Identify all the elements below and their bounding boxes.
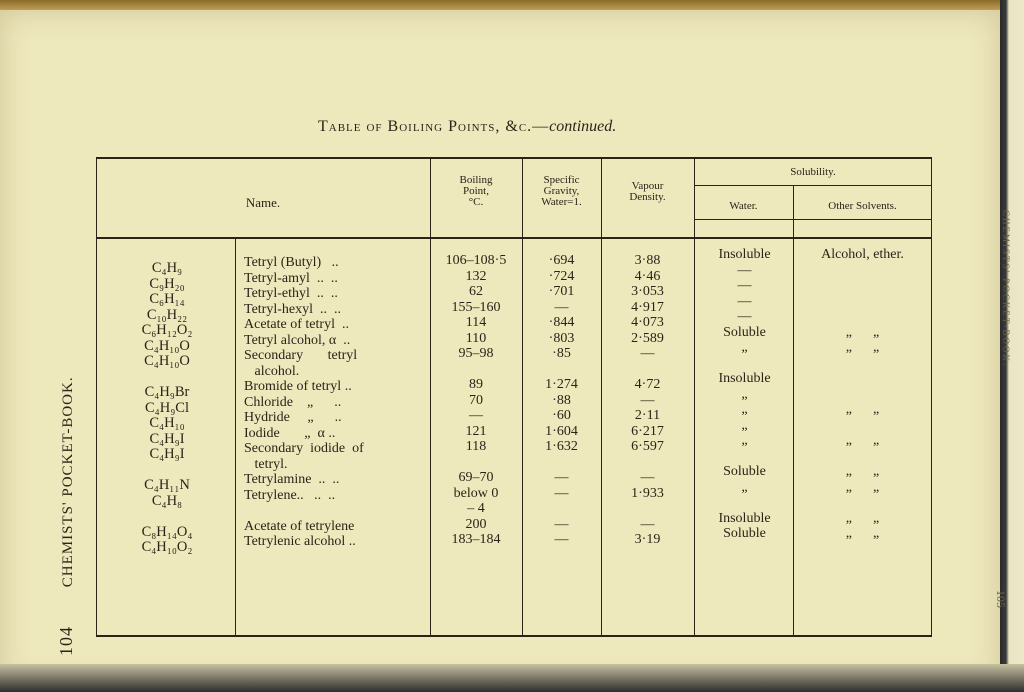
- header-name: Name.: [245, 195, 281, 210]
- running-head: [56, 376, 77, 656]
- specific-gravity-cell: ·85: [552, 346, 571, 361]
- vapour-density-cell: 3·19: [634, 532, 661, 547]
- vapour-density-cell: —: [640, 392, 655, 408]
- vapour-density-cell: 1·933: [631, 485, 664, 501]
- boiling-point-cell: 114: [465, 315, 487, 330]
- boiling-point-cell: 118: [465, 439, 487, 454]
- other-solvents-cell: [793, 278, 932, 294]
- specific-gravity-cell: ·694: [548, 253, 575, 268]
- boiling-point-cell: 106–108·5: [445, 253, 507, 268]
- specific-gravity-cell: [522, 455, 601, 471]
- specific-gravity-cell: —: [554, 485, 569, 501]
- table-title: [318, 118, 616, 136]
- water-solubility-cell: „: [741, 433, 748, 448]
- water-column: [696, 247, 793, 542]
- water-solubility-cell: [696, 449, 793, 465]
- formula-cell: C₆H₁₄: [149, 291, 185, 307]
- boiling-point-cell: 132: [465, 268, 487, 284]
- table-title-continued: continued.: [549, 118, 617, 135]
- formula-cell: C₄H₉Cl: [145, 399, 189, 416]
- other-solvents-cell: Alcohol, ether.: [821, 247, 904, 262]
- table-left-border: [96, 157, 97, 637]
- formula-cell: C₆H₁₂O₂: [141, 322, 193, 338]
- vapour-divider: [694, 157, 695, 635]
- header-vapour: [601, 181, 694, 203]
- water-solubility-cell: [696, 495, 793, 511]
- specific-gravity-cell: ·60: [552, 408, 571, 423]
- name-cell: alcohol.: [244, 363, 300, 379]
- formula-cell: C₄H₉Br: [144, 384, 190, 400]
- vapour-density-cell: 2·11: [634, 408, 661, 423]
- name-cell: Bromide of tetryl ..: [244, 379, 352, 394]
- other-solvents-cell: „ „: [845, 464, 880, 479]
- vapour-column: [601, 253, 694, 548]
- boiling-point-cell: 89: [469, 377, 483, 392]
- name-cell: Secondary tetryl: [244, 348, 358, 363]
- header-vapour-line: Density.: [629, 191, 666, 203]
- formula-cell: C₄H₉: [151, 260, 183, 276]
- vapour-density-cell: [601, 501, 694, 517]
- header-gravity: [522, 175, 601, 208]
- name-cell: Tetryl-hexyl .. ..: [244, 301, 341, 317]
- specific-gravity-cell: ·844: [548, 315, 575, 330]
- water-solubility-cell: „: [741, 479, 748, 495]
- vapour-density-cell: [601, 455, 694, 471]
- water-solubility-cell: „: [741, 402, 748, 417]
- formula-cell: C₁₀H₂₂: [146, 306, 188, 323]
- solubility-subrule: [694, 185, 932, 186]
- other-solvents-cell: [793, 387, 932, 403]
- formula-cell: C₄H₉I: [149, 446, 185, 462]
- formula-cell: C₄H₈: [151, 492, 183, 509]
- vapour-density-cell: 2·589: [631, 330, 664, 346]
- vapour-density-cell: 4·917: [631, 299, 664, 315]
- name-cell: Hydride „ ..: [244, 410, 342, 425]
- name-cell: Tetryl-ethyl .. ..: [244, 286, 338, 301]
- specific-gravity-cell: [522, 362, 601, 378]
- name-cell: Acetate of tetrylene: [244, 518, 355, 534]
- specific-gravity-cell: ·803: [548, 330, 575, 346]
- specific-gravity-cell: 1·604: [545, 423, 578, 439]
- vapour-density-cell: 3·053: [631, 284, 664, 299]
- page-number: 104: [56, 626, 76, 656]
- name-cell: Tetrylenic alcohol ..: [244, 534, 356, 549]
- solubility-subrule-2: [694, 219, 932, 220]
- formula-cell: C₄H₁₀O₂: [141, 539, 193, 555]
- water-solubility-cell: [696, 356, 793, 372]
- formula-cell: C₄H₁₁N: [144, 477, 190, 493]
- vapour-density-cell: —: [640, 346, 655, 361]
- boiling-point-cell: below 0: [453, 485, 499, 501]
- header-vapour-line: Vapour: [631, 180, 664, 192]
- other-solvents-cell: „ „: [845, 479, 880, 495]
- boiling-points-table: [96, 145, 932, 637]
- other-solvents-cell: [793, 495, 932, 511]
- specific-gravity-cell: 1·632: [545, 439, 578, 454]
- vapour-density-cell: —: [640, 516, 655, 532]
- facing-page-number: 105: [994, 590, 1008, 608]
- vapour-density-cell: 4·72: [634, 377, 661, 392]
- vapour-density-cell: —: [640, 470, 655, 485]
- formula-column: [102, 261, 232, 556]
- header-gravity-line: Gravity,: [543, 185, 580, 197]
- specific-gravity-cell: —: [554, 516, 569, 532]
- boiling-column: [430, 253, 522, 548]
- name-column: [244, 255, 430, 550]
- specific-gravity-cell: —: [554, 470, 569, 485]
- table-title-text: Table of Boiling Points, &c.—: [318, 118, 550, 135]
- name-cell: Secondary iodide of: [244, 441, 364, 456]
- name-cell: Iodide „ α ..: [244, 425, 336, 441]
- boiling-point-cell: —: [469, 408, 483, 423]
- header-solubility: Solubility.: [790, 166, 836, 178]
- vapour-density-cell: 3·88: [634, 253, 661, 268]
- specific-gravity-cell: ·88: [552, 392, 571, 408]
- water-solubility-cell: Insoluble: [718, 247, 771, 262]
- name-cell: Tetryl alcohol, α ..: [244, 332, 351, 348]
- name-cell: Tetrylene.. .. ..: [244, 487, 336, 503]
- formula-divider: [235, 237, 236, 635]
- name-cell: Chloride „ ..: [244, 394, 342, 410]
- other-solvents-cell: [793, 309, 932, 325]
- table-top-rule: [96, 157, 932, 159]
- other-solvents-cell: „ „: [845, 402, 880, 417]
- boiling-point-cell: 200: [465, 516, 487, 532]
- header-boiling-line: Boiling: [459, 174, 493, 186]
- table-bottom-rule: [96, 635, 932, 637]
- water-solubility-cell: Soluble: [723, 526, 766, 541]
- boiling-point-cell: 70: [469, 392, 483, 408]
- formula-cell: [102, 509, 232, 525]
- other-solvents-cell: [793, 449, 932, 465]
- name-cell: Tetryl-amyl .. ..: [244, 270, 338, 286]
- header-water: Water.: [729, 200, 758, 212]
- name-cell: Tetryl (Butyl) ..: [244, 255, 339, 270]
- other-solvents-cell: [793, 294, 932, 310]
- formula-cell: C₈H₁₄O₄: [141, 523, 193, 540]
- formula-cell: C₄H₁₀O: [144, 337, 190, 354]
- boiling-point-cell: [430, 455, 522, 471]
- boiling-point-cell: 155–160: [451, 299, 501, 315]
- boiling-point-cell: 110: [465, 330, 487, 346]
- formula-cell: C₄H₉I: [149, 430, 185, 447]
- water-solubility-cell: Soluble: [723, 464, 766, 479]
- boiling-point-cell: 183–184: [451, 532, 501, 547]
- other-solvents-cell: [793, 263, 932, 279]
- formula-cell: [102, 463, 232, 479]
- header-rule: [96, 237, 932, 239]
- formula-cell: [102, 370, 232, 386]
- water-solubility-cell: —: [737, 293, 752, 309]
- name-cell: tetryl.: [244, 456, 288, 472]
- name-cell: [244, 503, 430, 519]
- water-solubility-cell: Insoluble: [718, 510, 771, 526]
- page-bottom-edge: [0, 664, 1024, 692]
- boiling-point-cell: 62: [469, 284, 483, 299]
- water-solubility-cell: „: [741, 417, 748, 433]
- specific-gravity-cell: —: [554, 532, 569, 547]
- header-boiling-line: °C.: [468, 196, 484, 208]
- facing-running-head: CHEMISTS' POCKET-BOOK.: [1001, 210, 1011, 368]
- other-solvents-cell: „ „: [845, 324, 880, 340]
- water-solubility-cell: Insoluble: [718, 371, 771, 386]
- specific-gravity-cell: ·724: [548, 268, 575, 284]
- boiling-point-cell: 121: [465, 423, 487, 439]
- header-gravity-line: Water=1.: [541, 196, 582, 208]
- specific-gravity-cell: —: [554, 299, 569, 315]
- vapour-density-cell: 4·46: [634, 268, 661, 284]
- formula-cell: C₄H₁₀: [149, 415, 185, 431]
- water-solubility-cell: —: [737, 309, 752, 324]
- other-solvents-column: [793, 247, 932, 542]
- book-title: CHEMISTS' POCKET-BOOK.: [60, 376, 76, 588]
- water-solubility-cell: „: [741, 340, 748, 355]
- formula-cell: C₄H₁₀O: [144, 353, 190, 369]
- water-solubility-cell: Soluble: [723, 324, 766, 340]
- header-other-solvents: Other Solvents.: [828, 200, 897, 212]
- header-gravity-line: Specific: [543, 174, 580, 186]
- other-solvents-cell: „ „: [845, 510, 880, 526]
- boiling-point-cell: 69–70: [458, 470, 494, 485]
- vapour-density-cell: 6·217: [631, 423, 664, 439]
- header-boiling: [430, 175, 522, 208]
- gravity-column: [522, 253, 601, 548]
- other-solvents-cell: [793, 418, 932, 434]
- specific-gravity-cell: [522, 501, 601, 517]
- other-solvents-cell: „ „: [845, 526, 880, 541]
- specific-gravity-cell: ·701: [548, 284, 575, 299]
- other-solvents-cell: „ „: [845, 340, 880, 355]
- name-cell: Tetrylamine .. ..: [244, 472, 340, 487]
- name-cell: Acetate of tetryl ..: [244, 317, 349, 332]
- vapour-density-cell: 4·073: [631, 315, 664, 330]
- other-solvents-cell: „ „: [845, 433, 880, 448]
- water-solubility-cell: „: [741, 386, 748, 402]
- specific-gravity-cell: 1·274: [545, 377, 578, 392]
- header-boiling-line: Point,: [463, 185, 489, 197]
- water-solubility-cell: —: [737, 262, 752, 278]
- formula-cell: C₉H₂₀: [149, 275, 185, 292]
- vapour-density-cell: [601, 362, 694, 378]
- boiling-point-cell: 95–98: [458, 346, 494, 361]
- water-solubility-cell: —: [737, 278, 752, 293]
- vapour-density-cell: 6·597: [631, 439, 664, 454]
- other-solvents-cell: [793, 356, 932, 372]
- boiling-point-cell: [430, 362, 522, 378]
- other-solvents-cell: [793, 371, 932, 387]
- boiling-point-cell: – 4: [467, 501, 485, 516]
